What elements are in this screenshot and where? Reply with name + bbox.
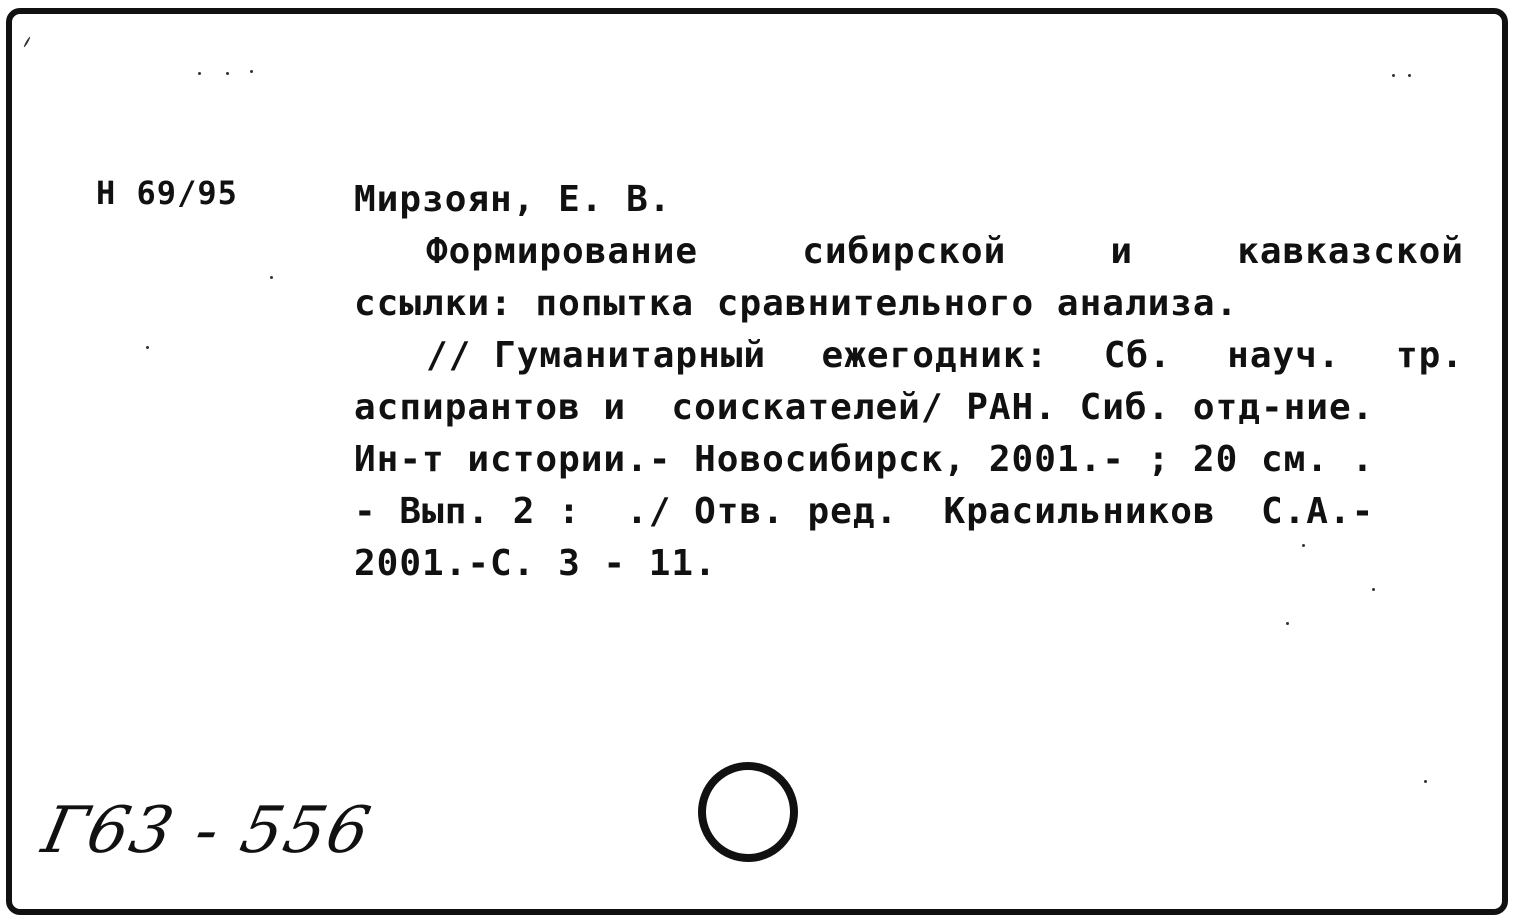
scan-speck [1408,74,1411,77]
source-word: ежегодник: [821,335,1049,376]
scan-speck [1424,780,1427,783]
title-line-2: ссылки: попытка сравнительного анализа. [354,283,1239,324]
punch-hole [698,762,798,862]
scan-speck [1286,622,1289,625]
scan-speck [1372,588,1375,591]
scan-speck [226,72,229,75]
scan-speck [146,346,149,349]
bibliographic-entry [354,174,1464,590]
scan-speck [250,70,253,73]
scan-speck [270,276,273,279]
scan-speck [198,72,201,75]
title-line-1 [354,226,1464,278]
source-word: науч. [1227,335,1341,376]
scan-speck [1302,544,1305,547]
source-word: // Гуманитарный [426,335,767,376]
source-line-5: 2001.-С. 3 - 11. [354,543,717,584]
title-word: и [1110,231,1134,272]
call-number: Н 69/95 [96,174,238,212]
source-word: Сб. [1103,335,1172,376]
title-word: сибирской [802,231,1007,272]
scan-speck [1392,74,1395,77]
title-word: Формирование [426,231,699,272]
source-line-1 [354,330,1464,382]
source-word: тр. [1395,335,1464,376]
title-word: кавказской [1237,231,1464,272]
handwritten-inventory-number: Г63 - 556 [36,794,379,868]
author-line: Мирзоян, Е. В. [354,179,672,220]
source-line-3: Ин-т истории.- Новосибирск, 2001.- ; 20 см. . [354,439,1375,480]
catalog-card [6,8,1508,915]
source-line-2: аспирантов и соискателей/ РАН. Сиб. отд-ние. [354,387,1375,428]
source-line-4: - Вып. 2 : ./ Отв. ред. Красильников С.А.- [354,491,1375,532]
scan-speck [23,36,31,47]
